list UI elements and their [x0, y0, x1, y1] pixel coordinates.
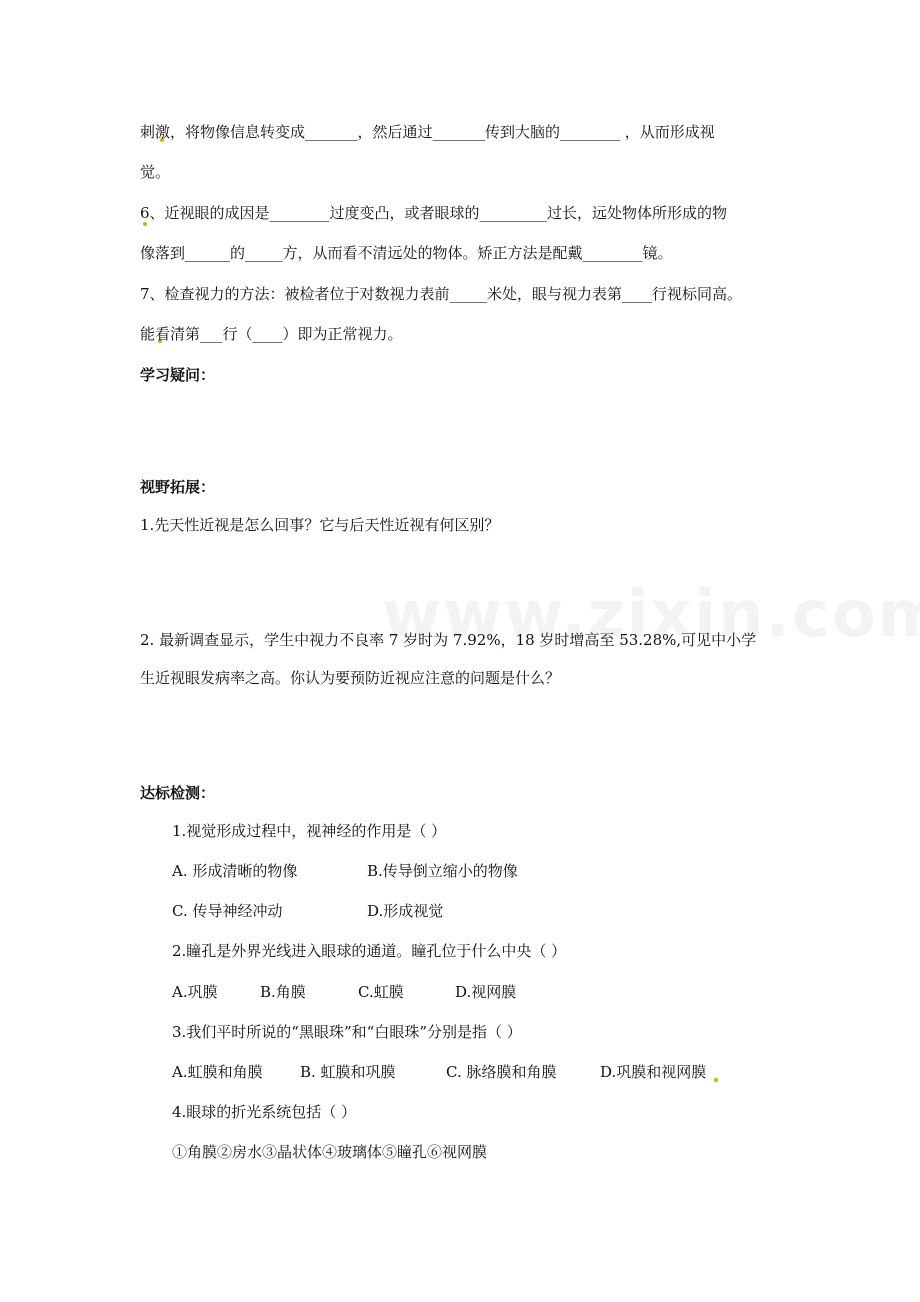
stray-mark [714, 1078, 718, 1082]
option: B.传导倒立缩小的物像 [367, 862, 518, 880]
question-text: 2. 最新调查显示，学生中视力不良率 7 岁时为 7.92%，18 岁时增高至 53.28%,可见中小学 [140, 631, 757, 649]
option: C. 传导神经冲动 [172, 902, 283, 920]
option: D.视网膜 [455, 983, 517, 1001]
fill-in-line: 6、近视眼的成因是________过度变凸，或者眼球的_________过长，远处物体所形成的物 [140, 204, 728, 222]
option: A.巩膜 [172, 983, 218, 1001]
option: D.形成视觉 [367, 902, 444, 920]
question-text: 3.我们平时所说的“黑眼珠”和“白眼珠”分别是指（ ） [172, 1023, 522, 1041]
fill-in-line: 像落到______的_____方，从而看不清远处的物体。矫正方法是配戴________镜。 [140, 244, 673, 262]
option: C. 脉络膜和角膜 [446, 1063, 557, 1081]
option: A.虹膜和角膜 [172, 1063, 263, 1081]
question-text: 1.先天性近视是怎么回事？它与后天性近视有何区别？ [140, 516, 500, 534]
fill-in-line: 刺激，将物像信息转变成_______，然后通过_______传到大脑的________ ，从而形成视 [140, 123, 715, 141]
question-text: 4.眼球的折光系统包括（ ） [172, 1103, 357, 1121]
section-heading-test: 达标检测： [140, 784, 216, 802]
section-heading-questions: 学习疑问： [140, 366, 216, 384]
option: B. 虹膜和巩膜 [300, 1063, 396, 1081]
option: D.巩膜和视网膜 [600, 1063, 707, 1081]
fill-in-line: 7、检查视力的方法：被检者位于对数视力表前_____米处，眼与视力表第____行视标同高。 [140, 285, 743, 303]
question-text: 2.瞳孔是外界光线进入眼球的通道。瞳孔位于什么中央（ ） [172, 942, 567, 960]
option: A. 形成清晰的物像 [172, 862, 298, 880]
fill-in-line: 觉。 [140, 163, 171, 181]
section-heading-extension: 视野拓展： [140, 478, 216, 496]
question-text: 1.视觉形成过程中，视神经的作用是（ ） [172, 822, 447, 840]
fill-in-line: 能看清第___行（____）即为正常视力。 [140, 325, 403, 343]
question-text: 生近视眼发病率之高。你认为要预防近视应注意的问题是什么？ [140, 669, 561, 687]
option: B.角膜 [260, 983, 306, 1001]
option-list: ①角膜②房水③晶状体④玻璃体⑤瞳孔⑥视网膜 [172, 1143, 488, 1161]
option: C.虹膜 [358, 983, 404, 1001]
